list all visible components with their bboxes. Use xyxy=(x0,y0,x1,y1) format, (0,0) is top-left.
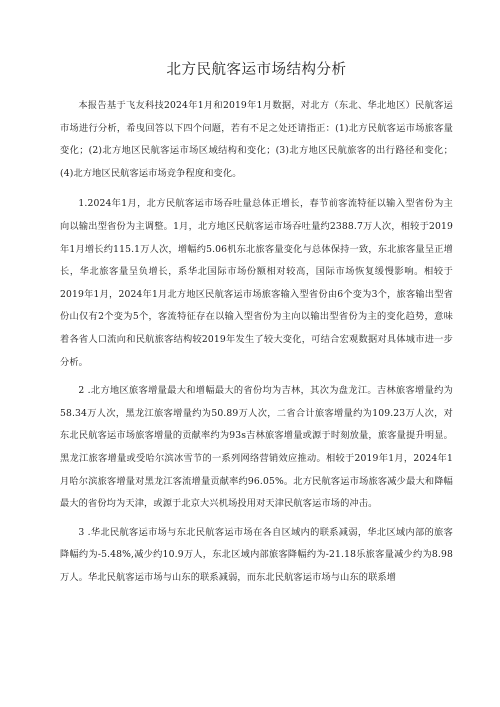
point-3-paragraph: 3 .华北民航客运市场与东北民航客运市场在各自区域内的联系减弱，华北区域内部的旅客降幅约为-5.48%,减少约10.9万人，东北区域内部旅客降幅约为-21.18乐旅客量减少约为8.98万人。华北民航客运市场与山东的联系减弱，而东北民航客运市场与山东的联系增 xyxy=(60,526,453,583)
point-2-paragraph: 2 .北方地区旅客增量最大和增幅最大的省份均为吉林，其次为盘龙江。吉林旅客增量约为58.34万人次，黑龙江旅客增量约为50.89万人次，二省合计旅客增量约为109.23万人次，对东北民航客运市场旅客增量的贡献率约为93s吉林旅客增量或源于时刻放量，旅客量提升明显。黑龙江旅客增量或受哈尔滨冰雪节的一系列网络营销效应推动。相较于2019年1月，2024年1月哈尔滨旅客增量对黑龙江客流增量贡献率约96.05%。北方民航客运市场旅客减少最大和降幅最大的省份均为天津，或源于北京大兴机场投用对天津民航客运市场的冲击。 xyxy=(60,385,453,510)
intro-paragraph: 本报告基于飞友科技2024年1月和2019年1月数据，对北方（东北、华北地区）民航客运市场进行分析，希曳回答以下四个问题，若有不足之处还请指正：(1)北方民航客运市场旅客量变化；(2)北方地区民航客运市场区域结构和变化；(3)北方地区民航旅客的出行路径和变化；(4)北方地区民航客运市场竞争程度和变化。 xyxy=(60,100,453,179)
point-1-paragraph: 1.2024年1月，北方民航客运市场吞吐量总体正增长，春节前客流特征以输入型省份为主向以输出型省份为主调整。1月，北方地区民航客运市场吞吐量约2388.7万人次，相较于2019年1月增长约115.1万人次，增幅约5.06机东北旅客量变化与总体保持一致，东北旅客量呈正增长，华北旅客量呈负增长，系华北国际市场份额相对较高，国际市场恢复缓慢影响。相较于2019年1月，2024年1月北方地区民航客运市场旅客输入型省份由6个变为3个，旅客输出型省份山仅有2个变为5个，客流特征存在以输入型省份为主向以输出型省份为主的变化趋势，意味着各省人口流向和民航旅客结构较2019年发生了较大变化，可结合宏观数据对具体城市进一步分析。 xyxy=(60,198,453,368)
document-title: 北方民航客运市场结构分析 xyxy=(166,62,347,78)
